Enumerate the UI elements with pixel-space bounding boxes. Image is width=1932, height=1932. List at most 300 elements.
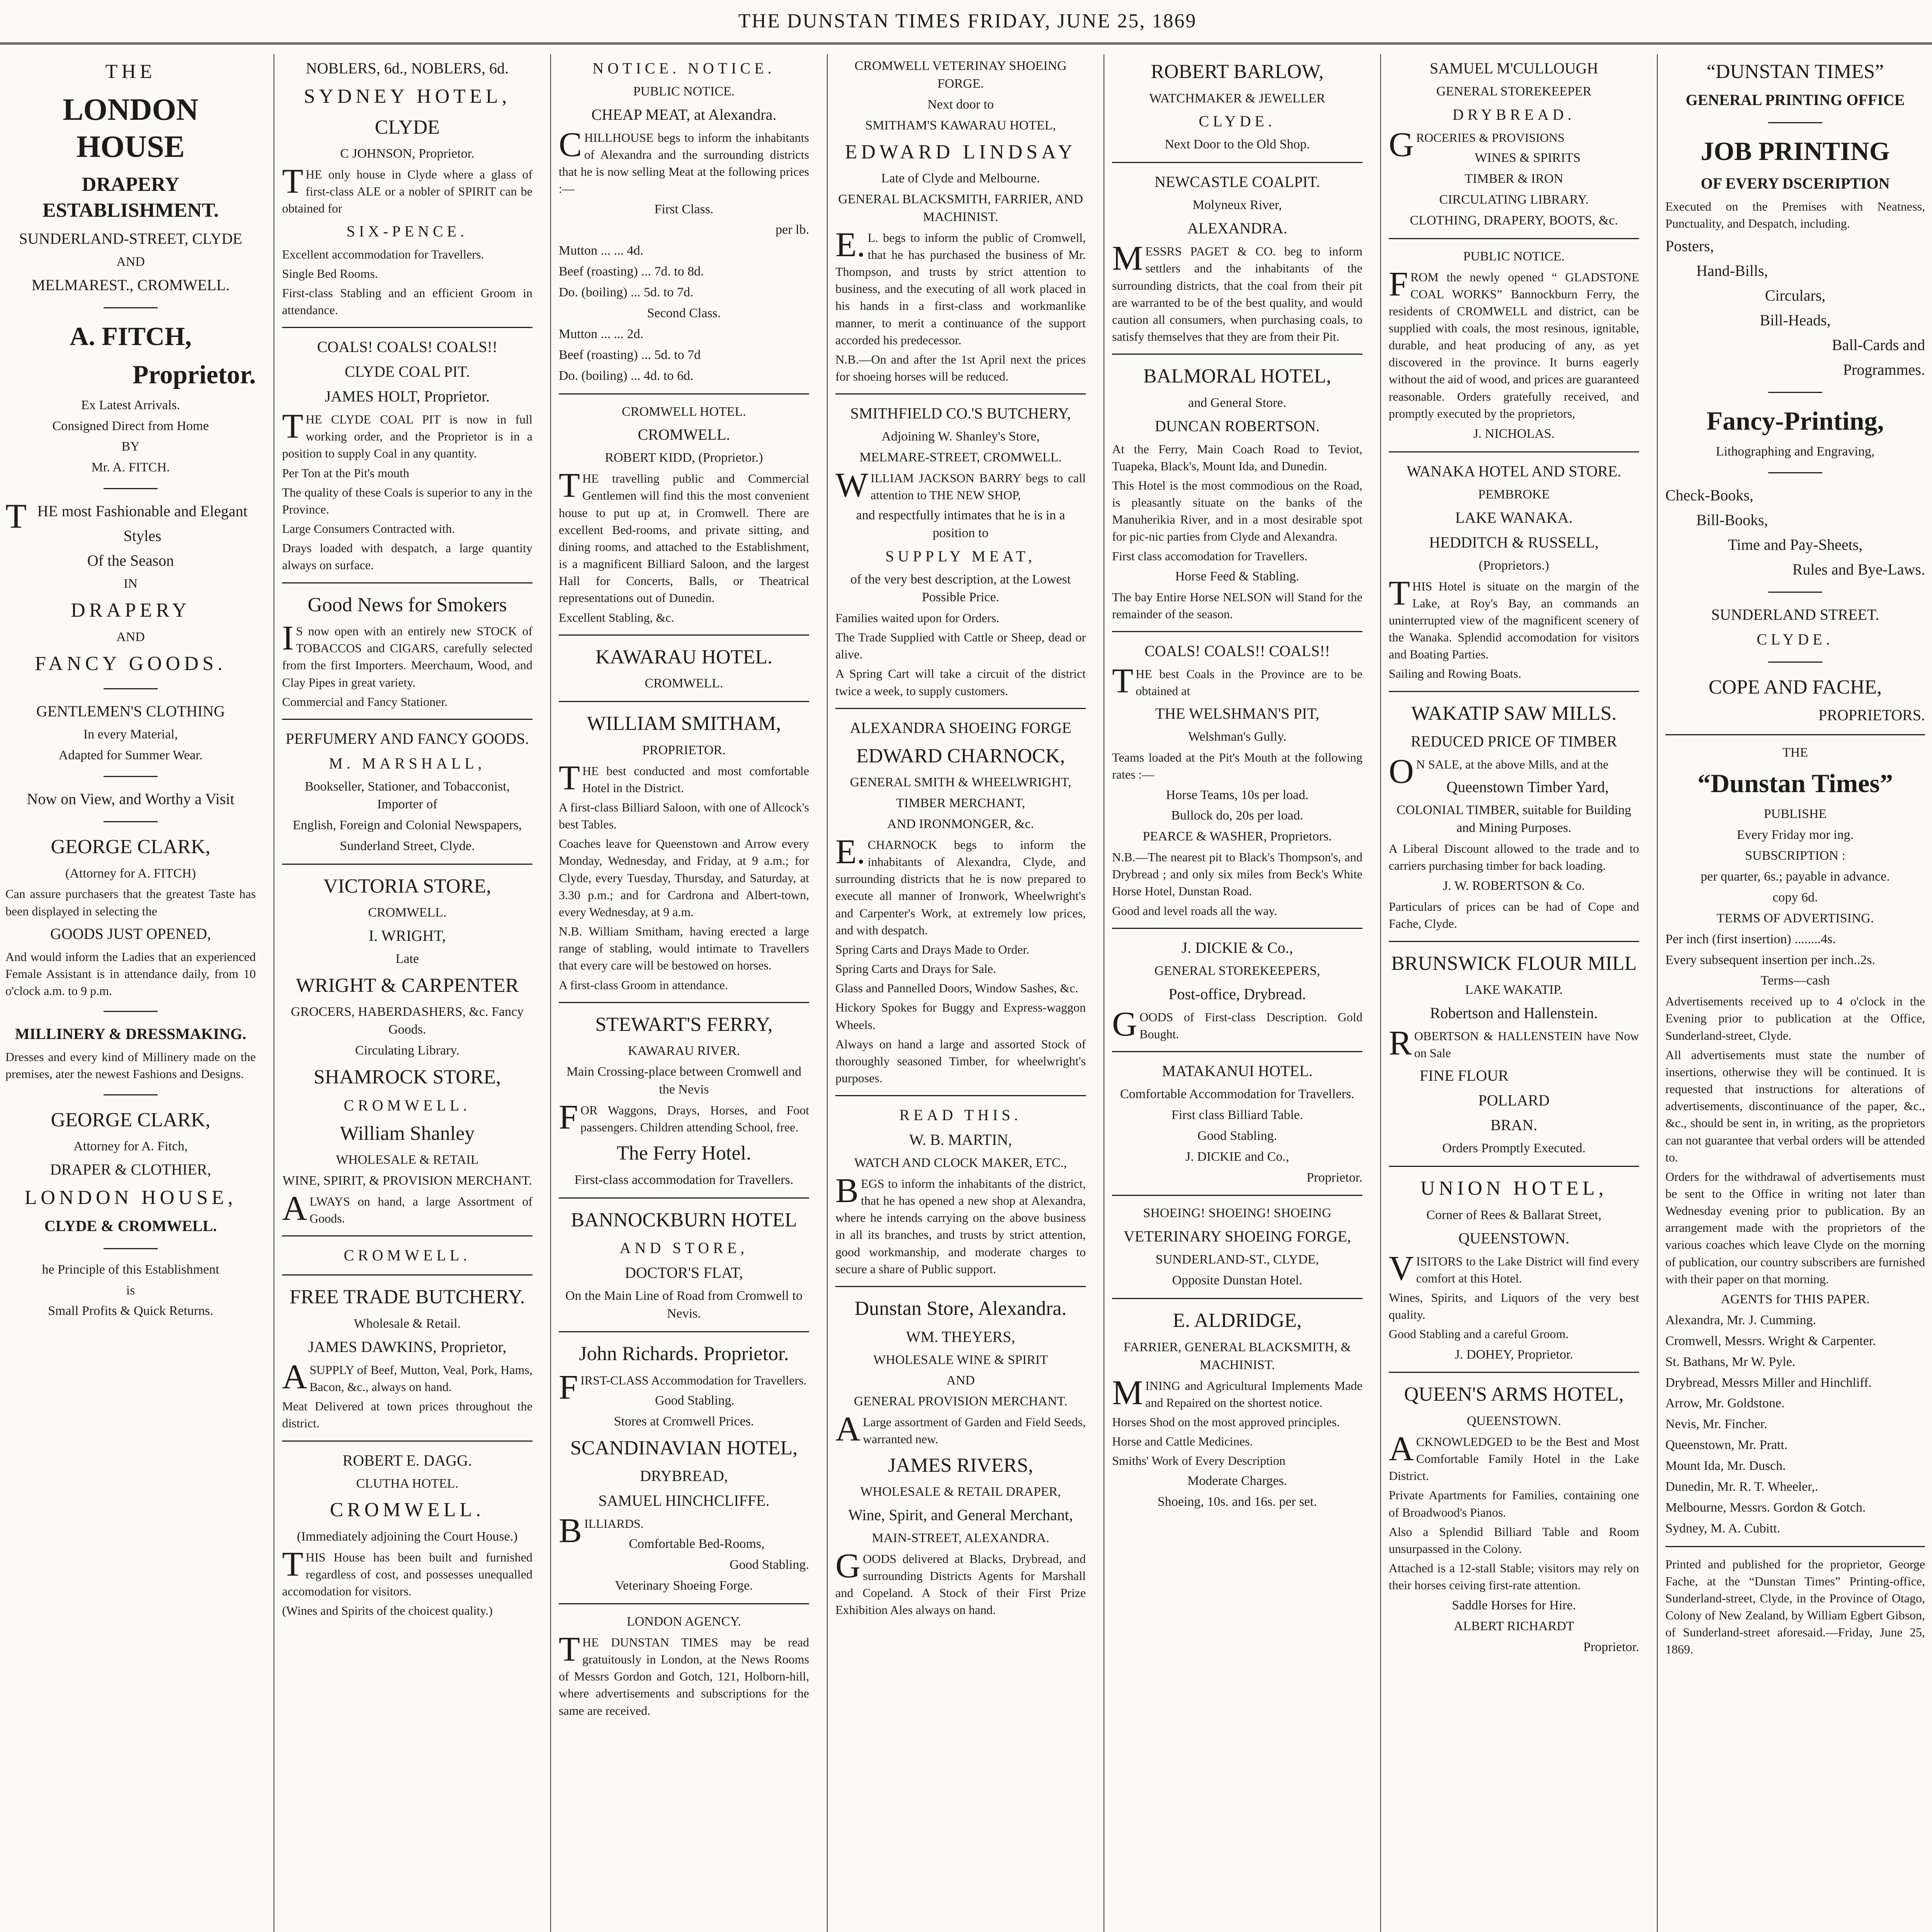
ad-text: Mount Ida, Mr. Dusch. — [1665, 1459, 1786, 1473]
ad-text: Bullock do, 20s per load. — [1171, 808, 1303, 823]
rule-divider — [1768, 122, 1822, 123]
ad-text: Comfortable Bed-Rooms, — [629, 1537, 765, 1551]
ad-text: QUEEN'S ARMS HOTEL, — [1404, 1383, 1624, 1406]
ad-text: Mr. A. FITCH. — [91, 460, 170, 475]
rule-divider — [1389, 238, 1639, 239]
rule-divider — [1389, 1372, 1639, 1373]
rule-divider — [1768, 592, 1822, 593]
ad-text: N.B. William Smitham, having erected a large range of stabling, would intimate to Travellers that every care will be bestowed on horses. — [559, 924, 809, 973]
ad-text: THIS Hotel is situate on the margin of the Lake, at Roy's Bay, an commands an uninterrupted view of the magnificent scenery of the Wanaka. Splendid accomodation for visitors and Boating Parties. — [1389, 574, 1639, 662]
ad-text: COALS! COALS!! COALS!! — [1145, 642, 1330, 660]
ad-text: STEWART'S FERRY, — [595, 1013, 773, 1036]
ad-text: First-class Stabling and an efficient Groom in attendance. — [282, 286, 532, 317]
ad-text: AND — [116, 629, 145, 644]
ad-text: J. DICKIE and Co., — [1185, 1149, 1289, 1164]
ad-text: POLLARD — [1478, 1092, 1550, 1109]
ad-text: NOTICE. NOTICE. — [592, 60, 776, 77]
ad-text: Teams loaded at the Pit's Mouth at the following rates :— — [1112, 750, 1362, 782]
ad-text: Also a Splendid Billiard Table and Room unsurpassed in the Colony. — [1389, 1524, 1639, 1556]
ad-text: WHOLESALE & RETAIL DRAPER, — [860, 1485, 1061, 1499]
ad-text: ASUPPLY of Beef, Mutton, Veal, Pork, Hams, Bacon, &c., always on hand. — [282, 1357, 532, 1396]
ad-text: Advertisements received up to 4 o'clock in the Evening prior to publication at the Office, Sunderland-street, Clyde. — [1665, 994, 1925, 1043]
rule-divider — [1389, 691, 1639, 692]
ad-text: ALEXANDRA. — [1187, 219, 1287, 237]
ad-text: Dunstan Store, Alexandra. — [854, 1297, 1067, 1320]
ad-text: Executed on the Premises with Neatness, Punctuality, and Despatch, including. — [1665, 199, 1925, 230]
ad-text: Of the Season — [87, 552, 174, 570]
ad-text: QUEENSTOWN. — [1458, 1229, 1570, 1247]
ad-text: SHOEING! SHOEING! SHOEING — [1143, 1206, 1332, 1221]
ad-text: E. ALDRIDGE, — [1173, 1310, 1302, 1332]
ad-text: The quality of these Coals is superior to any in the Province. — [282, 485, 532, 516]
ad-text: PEARCE & WASHER, Proprietors. — [1143, 829, 1332, 844]
ad-text: Do. (boiling) ... 5d. to 7d. — [559, 285, 694, 300]
ad-text: A. FITCH, — [70, 321, 192, 351]
ad-text: ALWAYS on hand, a large Assortment of Goods. — [282, 1189, 532, 1228]
ad-text: WATCHMAKER & JEWELLER — [1149, 91, 1325, 105]
ad-text: Melbourne, Messrs. Gordon & Gotch. — [1665, 1500, 1866, 1515]
ad-text: JAMES HOLT, Proprietor. — [325, 388, 490, 405]
ad-text: Terms—cash — [1760, 973, 1830, 988]
ad-text: Alexandra, Mr. J. Cumming. — [1665, 1313, 1816, 1327]
ad-text: Consigned Direct from Home — [52, 418, 209, 433]
ad-text: GENERAL STOREKEEPERS, — [1154, 963, 1320, 978]
column-6 — [1383, 54, 1645, 1932]
ad-text: COALS! COALS! COALS!! — [317, 338, 498, 356]
column-3 — [553, 54, 815, 1932]
ad-text: Late of Clyde and Melbourne. — [881, 171, 1040, 186]
ad-text: SUNDERLAND-STREET, CLYDE — [19, 230, 242, 247]
ad-text: GOODS delivered at Blacks, Drybread, and surrounding Districts Agents for Marshall and Copeland. A Stock of their First Prize Exhibition Ales always on hand. — [835, 1546, 1086, 1617]
ad-text: WHOLESALE WINE & SPIRIT — [873, 1352, 1048, 1367]
ad-text: Printed and published for the proprietor, George Fache, at the “Dunstan Times” Printing-office, Sunderland-street, Clyde, in the Province of Otago, Colony of New Zealand, by William Egbert Gibson, of Sunderland-street aforesaid.—Friday, June 25, 1869. — [1665, 1557, 1925, 1656]
ad-text: Next Door to the Old Shop. — [1165, 137, 1310, 152]
ad-text: CROMWELL. — [344, 1247, 471, 1264]
ad-text: FANCY GOODS. — [35, 652, 226, 675]
ad-text: EDWARD LINDSAY — [845, 141, 1077, 163]
ad-text: A Liberal Discount allowed to the trade and to carriers purchasing timber for back loading. — [1389, 842, 1639, 873]
ad-text: All advertisements must state the number of insertions, otherwise they will be continued. It is requested that instructions for alterations of advertisements, discontinuance of the paper, &c., &c., should be sent in, in writing, as the proprietors can not guarantee that verbal orders will be attended to. — [1665, 1048, 1925, 1164]
ad-text: DRAPERY ESTABLISHMENT. — [42, 173, 219, 222]
ad-text: CLYDE — [374, 116, 440, 138]
ad-text: Ex Latest Arrivals. — [81, 398, 180, 412]
ad-text: EDWARD CHARNOCK, — [856, 745, 1065, 767]
ad-text: Drybread, Messrs Miller and Hinchliff. — [1665, 1375, 1872, 1390]
ad-text: Private Apartments for Families, containing one of Broadwood's Pianos. — [1389, 1488, 1639, 1519]
ad-text: Second Class. — [647, 306, 721, 320]
ad-text: ROBERT KIDD, (Proprietor.) — [605, 451, 763, 465]
rule-divider — [1112, 162, 1362, 163]
ad-text: REDUCED PRICE OF TIMBER — [1411, 733, 1617, 750]
ad-text: GEORGE CLARK, — [51, 835, 211, 858]
ad-text: VICTORIA STORE, — [323, 875, 492, 897]
ad-text: Posters, — [1665, 237, 1714, 255]
ad-text: Shoeing, 10s. and 16s. per set. — [1157, 1495, 1317, 1509]
ad-text: Queenstown Timber Yard, — [1446, 778, 1609, 796]
ad-text: CROMWELL VETERINAY SHOEING FORGE. — [854, 59, 1067, 91]
ad-text: FOR Waggons, Drays, Horses, and Foot passengers. Children attending School, free. — [559, 1098, 809, 1136]
rule-divider — [835, 1286, 1086, 1287]
ad-text: (Proprietors.) — [1478, 558, 1549, 573]
ad-text: DRAPERY — [71, 599, 190, 622]
ad-text: LONDON HOUSE — [63, 92, 199, 164]
ad-text: THE CLYDE COAL PIT is now in full working order, and the Proprietor is in a position to supply Coal in any quantity. — [282, 407, 532, 461]
ad-text: JAMES DAWKINS, Proprietor, — [308, 1338, 507, 1355]
ad-text: GROCERIES & PROVISIONS — [1389, 125, 1565, 164]
ad-text: FINE FLOUR — [1420, 1067, 1509, 1085]
ad-text: MESSRS PAGET & CO. beg to inform settlers and the inhabitants of the surrounding districts, that the coal from their pit are warranted to be of the best quality, and would caution all consumers, when purchasing coals, to satisfy themselves that they are from their Pit. — [1112, 239, 1362, 344]
rule-divider — [1768, 392, 1822, 393]
ad-text: “Dunstan Times” — [1697, 769, 1893, 798]
ad-text: and respectfully intimates that he is in a position to — [856, 508, 1065, 541]
ad-text: of the very best description, at the Lowest Possible Price. — [850, 572, 1071, 604]
column-4 — [830, 54, 1091, 1932]
ad-text: TERMS OF ADVERTISING. — [1716, 911, 1874, 925]
ad-text: Attorney for A. Fitch, — [73, 1139, 188, 1154]
rule-divider — [1112, 1298, 1362, 1299]
ad-text: GENTLEMEN'S CLOTHING — [36, 702, 225, 720]
ad-text: FIRST-CLASS Accommodation for Travellers. — [559, 1368, 807, 1406]
rule-divider — [559, 1331, 809, 1332]
rule-divider — [1768, 662, 1822, 663]
ad-text: ROBERT E. DAGG. — [342, 1451, 472, 1469]
ad-text: AND STORE, — [619, 1239, 748, 1257]
ad-text: BANNOCKBURN HOTEL — [571, 1209, 797, 1231]
ad-text: Welshman's Gully. — [1188, 730, 1287, 744]
ad-text: Circulars, — [1765, 286, 1826, 304]
ad-text: SUPPLY MEAT, — [885, 548, 1036, 565]
ad-text: PROPRIETOR. — [642, 743, 726, 757]
ad-text: Commercial and Fancy Stationer. — [282, 694, 448, 709]
ad-text: AND IRONMONGER, &c. — [887, 817, 1034, 832]
ad-text: C JOHNSON, Proprietor. — [340, 146, 474, 161]
ad-text: Cromwell, Messrs. Wright & Carpenter. — [1665, 1333, 1876, 1348]
ad-text: Molyneux River, — [1192, 198, 1282, 213]
ad-text: Dresses and every kind of Millinery made on the premises, ater the newest Fashions and Designs. — [5, 1050, 256, 1081]
ad-text: per lb. — [776, 223, 809, 237]
ad-text: SHAMROCK STORE, — [313, 1066, 501, 1088]
ad-text: CLYDE. — [1199, 112, 1276, 130]
rule-divider — [1768, 472, 1822, 473]
rule-divider — [104, 1248, 158, 1249]
ad-text: Per inch (first insertion) ........4s. — [1665, 932, 1836, 946]
ad-text: GENERAL PROVISION MERCHANT. — [854, 1394, 1068, 1409]
ad-text: DOCTOR'S FLAT, — [625, 1264, 743, 1282]
rule-divider — [559, 1603, 809, 1604]
ad-text: (Immediately adjoining the Court House.) — [297, 1529, 518, 1544]
ad-text: Styles — [123, 527, 162, 545]
ad-text: CLYDE COAL PIT. — [345, 363, 470, 381]
ad-text: Bill-Heads, — [1760, 311, 1831, 329]
ad-text: ALBERT RICHARDT — [1454, 1619, 1574, 1634]
ad-text: FROM the newly opened “ GLADSTONE COAL WORKS” Bannockburn Ferry, the residents of CROMWELL and district, can be supplied with coals, the most resinous, ignitable, durable, and heat producing of any, as yet discovered in the province. It burns eagerly without the aid of wood, and prices are guaranteed reasonable. Orders gratefully received, and promptly executed by the proprietors, — [1389, 265, 1639, 420]
ad-text: Rules and Bye-Laws. — [1792, 560, 1925, 578]
ad-text: CROMWELL. — [638, 426, 730, 444]
ad-text: Arrow, Mr. Goldstone. — [1665, 1396, 1785, 1411]
ad-text: At the Ferry, Main Coach Road to Teviot, Tuapeka, Black's, Mount Ida, and Dunedin. — [1112, 442, 1362, 473]
ad-text: THE only house in Clyde where a glass of first-class ALE or a nobler of SPIRIT can be obtained for — [282, 162, 532, 216]
ad-text: Stores at Cromwell Prices. — [614, 1414, 754, 1429]
rule-divider — [559, 701, 809, 702]
ad-text: COPE AND FACHE, — [1708, 676, 1882, 698]
ad-text: The Trade Supplied with Cattle or Sheep, dead or alive. — [835, 630, 1086, 662]
column-7 — [1660, 54, 1930, 1932]
ad-text: ROBERTSON & HALLENSTEIN have Now on Sale — [1389, 1024, 1639, 1063]
ad-text: MELMARE-STREET, CROMWELL. — [859, 450, 1062, 465]
ad-text: Sailing and Rowing Boats. — [1389, 667, 1522, 681]
masthead: THE DUNSTAN TIMES FRIDAY, JUNE 25, 1869 — [0, 0, 1932, 44]
ad-text: PUBLISHE — [1764, 807, 1827, 821]
ad-text: Smiths' Work of Every Description — [1112, 1454, 1286, 1468]
rule-divider — [559, 634, 809, 636]
ad-text: BRAN. — [1490, 1116, 1537, 1134]
rule-divider — [835, 1095, 1086, 1096]
ad-text: TIMBER & IRON — [1464, 171, 1563, 186]
ad-text: Time and Pay-Sheets, — [1728, 536, 1863, 553]
rule-divider — [104, 307, 158, 308]
ad-text: Every subsequent insertion per inch..2s. — [1665, 952, 1875, 967]
ad-text: Now on View, and Worthy a Visit — [27, 790, 235, 808]
ad-text: per quarter, 6s.; payable in advance. — [1701, 869, 1890, 884]
ad-text: CLYDE. — [1757, 630, 1834, 648]
ad-text: J. DICKIE & Co., — [1181, 939, 1293, 956]
ad-text: Attached is a 12-stall Stable; visitors may rely on their horses ceiving first-rate attention. — [1389, 1561, 1639, 1592]
ad-text: Fancy-Printing, — [1706, 406, 1884, 435]
ad-text: Families waited upon for Orders. — [835, 611, 999, 625]
ad-text: JOB PRINTING — [1701, 136, 1890, 166]
ad-text: MELMAREST., CROMWELL. — [31, 276, 230, 294]
rule-divider — [282, 327, 532, 328]
ad-text: Circulating Library. — [355, 1043, 459, 1058]
ad-text: Proprietor. — [1306, 1170, 1362, 1185]
ad-text: WINE, SPIRIT, & PROVISION MERCHANT. — [282, 1173, 532, 1188]
ad-text: SMITHAM'S KAWARAU HOTEL, — [865, 118, 1056, 133]
ad-text: THE most Fashionable and Elegant — [5, 497, 248, 536]
ad-text: Post-office, Drybread. — [1168, 985, 1306, 1003]
ad-text: Hand-Bills, — [1696, 262, 1768, 279]
ad-text: N.B.—On and after the 1st April next the prices for shoeing horses will be reduced. — [835, 352, 1086, 384]
ad-text: Good News for Smokers — [308, 594, 507, 616]
ad-text: CROMWELL. — [330, 1499, 485, 1521]
ad-text: Moderate Charges. — [1187, 1474, 1287, 1488]
ad-text: Lithographing and Engraving, — [1716, 444, 1875, 459]
rule-divider — [282, 864, 532, 865]
ad-text: ON SALE, at the above Mills, and at the — [1389, 752, 1609, 791]
ad-text: GOODS of First-class Description. Gold Bought. — [1112, 1005, 1362, 1043]
ad-text: GROCERS, HABERDASHERS, &c. Fancy Goods. — [291, 1005, 524, 1037]
ad-text: OF EVERY DSCERIPTION — [1701, 174, 1890, 192]
ad-text: ALEXANDRA SHOEING FORGE — [850, 719, 1071, 736]
rule-divider — [104, 776, 158, 777]
ad-text: Next door to — [927, 97, 994, 112]
ad-text: Adjoining W. Shanley's Store, — [881, 429, 1040, 444]
rule-divider — [282, 1440, 532, 1442]
rule-divider — [1112, 1195, 1362, 1196]
ad-text: SMITHFIELD CO.'S BUTCHERY, — [850, 405, 1071, 422]
ad-text: Good Stabling. — [730, 1558, 809, 1572]
ad-text: Per Ton at the Pit's mouth — [282, 466, 410, 480]
ad-text: AGENTS for THIS PAPER. — [1721, 1292, 1870, 1306]
ad-text: CROMWELL. — [645, 676, 723, 691]
ad-text: CROMWELL. — [344, 1096, 471, 1114]
ad-text: Orders Promptly Executed. — [1442, 1141, 1586, 1156]
ad-text: Every Friday mor ing. — [1736, 828, 1854, 842]
ad-text: Robertson and Hallenstein. — [1430, 1004, 1598, 1022]
ad-text: Nevis, Mr. Fincher. — [1665, 1417, 1767, 1432]
ad-text: BEGS to inform the inhabitants of the district, that he has opened a new shop at Alexandra, where he intends carrying on the above business in all its branches, and trusts by strict attention, good workmanship, and moderate charges to secure a share of Public support. — [835, 1172, 1086, 1276]
rule-divider — [104, 1011, 158, 1012]
ad-text: N.B.—The nearest pit to Black's Thompson's, and Drybread ; and only six miles from Beck's White Horse Hotel, Dunstan Road. — [1112, 850, 1362, 898]
ad-text: Can assure purchasers that the greatest Taste has been displayed in selecting the — [5, 887, 256, 918]
ad-text: DUNCAN ROBERTSON. — [1155, 417, 1320, 435]
ad-text: VETERINARY SHOEING FORGE, — [1123, 1228, 1351, 1245]
ad-text: UNION HOTEL, — [1420, 1177, 1607, 1200]
ad-text: THE best conducted and most comfortable Hotel in the District. — [559, 759, 809, 797]
ad-text: WM. THEYERS, — [906, 1328, 1015, 1345]
ad-text: CLOTHING, DRAPERY, BOOTS, &c. — [1410, 213, 1618, 228]
ad-text: Good Stabling. — [655, 1393, 735, 1408]
ad-text: GEORGE CLARK, — [51, 1109, 211, 1131]
ad-text: PUBLIC NOTICE. — [1463, 249, 1565, 264]
ad-text: (Attorney for A. FITCH) — [65, 866, 196, 881]
ad-text: W. B. MARTIN, — [909, 1131, 1012, 1149]
ad-text: SIX-PENCE. — [346, 222, 468, 240]
ad-text: Small Profits & Quick Returns. — [48, 1304, 213, 1318]
rule-divider — [104, 488, 158, 489]
rule-divider — [282, 1235, 532, 1236]
rule-divider — [282, 582, 532, 583]
ad-text: PUBLIC NOTICE. — [633, 84, 735, 99]
ad-text: WAKATIP SAW MILLS. — [1411, 702, 1617, 724]
column-1 — [0, 54, 261, 1932]
ad-text: Main Crossing-place between Cromwell and the Nevis — [566, 1065, 802, 1097]
ad-text: NEWCASTLE COALPIT. — [1154, 173, 1320, 191]
ad-text: LONDON AGENCY. — [627, 1614, 741, 1629]
ad-text: copy 6d. — [1772, 890, 1818, 905]
ad-text: COLONIAL TIMBER, suitable for Building and Mining Purposes. — [1396, 803, 1631, 835]
ad-text: Meat Delivered at town prices throughout the district. — [282, 1399, 532, 1430]
ad-text: (Wines and Spirits of the choicest quality.) — [282, 1604, 493, 1618]
ad-text: WRIGHT & CARPENTER — [296, 974, 519, 997]
ad-text: Horse Feed & Stabling. — [1175, 569, 1299, 583]
ad-text: SUBSCRIPTION : — [1745, 849, 1845, 863]
ad-text: READ THIS. — [899, 1106, 1022, 1124]
rule-divider — [1112, 1051, 1362, 1052]
ad-text: Proprietor. — [1583, 1640, 1639, 1655]
ad-text: Single Bed Rooms. — [282, 266, 378, 281]
column-2 — [277, 54, 538, 1932]
ad-text: A first-class Groom in attendance. — [559, 978, 728, 992]
ad-text: Always on hand a large and assorted Stock of thoroughly seasoned Timber, for wheelwright's purposes. — [835, 1037, 1086, 1085]
ad-text: Sunderland Street, Clyde. — [340, 838, 475, 853]
ad-text: THE WELSHMAN'S PIT, — [1155, 705, 1320, 723]
ad-text: Drays loaded with despatch, a large quantity always on surface. — [282, 541, 532, 572]
rule-divider — [1389, 451, 1639, 452]
rule-divider — [1389, 941, 1639, 942]
ad-text: M. MARSHALL, — [329, 754, 486, 772]
ad-text: Horse Teams, 10s per load. — [1166, 787, 1309, 802]
ad-text: VISITORS to the Lake District will find every comfort at this Hotel. — [1389, 1249, 1639, 1287]
column-divider — [550, 54, 551, 1932]
ad-text: A first-class Billiard Saloon, with one of Allcock's best Tables. — [559, 800, 809, 832]
ad-text: CLYDE & CROMWELL. — [44, 1217, 217, 1235]
rule-divider — [1112, 928, 1362, 929]
ad-text: PERFUMERY AND FANCY GOODS. — [286, 730, 529, 747]
ad-text: WHOLESALE & RETAIL — [336, 1153, 479, 1167]
ad-text: DRAPER & CLOTHIER, — [50, 1161, 211, 1179]
ad-text: GENERAL PRINTING OFFICE — [1685, 91, 1905, 109]
ad-text: MINING and Agricultural Implements Made and Repaired on the shortest notice. — [1112, 1373, 1362, 1412]
ad-text: JAMES RIVERS, — [888, 1454, 1033, 1476]
ad-text: FREE TRADE BUTCHERY. — [289, 1286, 525, 1308]
ad-text: Spring Carts and Drays Made to Order. — [835, 942, 1030, 956]
ad-text: THE best Coals in the Province are to be obtained at — [1112, 662, 1362, 700]
ad-text: IN — [124, 577, 138, 591]
ad-text: SAMUEL HINCHCLIFFE. — [598, 1492, 770, 1510]
ad-text: J. NICHOLAS. — [1473, 426, 1555, 441]
ad-text: Queenstown, Mr. Pratt. — [1665, 1438, 1788, 1452]
ad-text: WATCH AND CLOCK MAKER, ETC., — [854, 1156, 1067, 1170]
ad-text: Saddle Horses for Hire. — [1452, 1598, 1576, 1613]
ad-text: Orders for the withdrawal of advertisements must be sent to the Office in writing not later than Wednesday evening prior to publication. By an arrangement made with the proprietors of the various coaches which leave Clyde on the morning of publication, our country subscribers are furnished with their paper on that morning. — [1665, 1169, 1925, 1286]
rule-divider — [1112, 631, 1362, 632]
ad-text: GENERAL SMITH & WHEELWRIGHT, — [850, 775, 1071, 790]
ad-text: LONDON HOUSE, — [24, 1187, 237, 1209]
ad-text: MAIN-STREET, ALEXANDRA. — [872, 1531, 1049, 1546]
ad-text: J. DOHEY, Proprietor. — [1454, 1347, 1573, 1362]
rule-divider — [1389, 1166, 1639, 1167]
ad-text: Opposite Dunstan Hotel. — [1172, 1273, 1303, 1288]
ad-text: Beef (roasting) ... 7d. to 8d. — [559, 264, 704, 279]
rule-divider — [282, 1274, 532, 1276]
ad-text: Programmes. — [1843, 361, 1925, 378]
ad-text: First class accomodation for Travellers. — [1112, 549, 1308, 563]
rule-divider — [104, 688, 158, 689]
column-divider — [1657, 54, 1658, 1932]
ad-text: Coaches leave for Queenstown and Arrow every Monday, Wednesday, and Friday, at 9 a.m.; for Clyde, every Tuesday, Thursday, and Saturday, at 3.30 p.m.; and for Cardrona and Albert-town, every Wednesday, at 9 a.m. — [559, 837, 809, 919]
ad-text: ALarge assortment of Garden and Field Seeds, warranted new. — [835, 1410, 1086, 1449]
ad-text: IS now open with an entirely new STOCK of TOBACCOS and CIGARS, carefully selected from the first Importers. Meerchaum, Wood, and Clay Pipes in great variety. — [282, 619, 532, 689]
rule-divider — [559, 393, 809, 395]
rule-divider — [1665, 734, 1925, 735]
ad-text: First class Billiard Table. — [1171, 1107, 1303, 1122]
ad-text: he Principle of this Establishment — [42, 1262, 219, 1277]
ad-text: Hickory Spokes for Buggy and Express-waggon Wheels. — [835, 1000, 1086, 1032]
rule-divider — [835, 393, 1086, 395]
ad-text: BRUNSWICK FLOUR MILL — [1391, 952, 1637, 975]
ad-text: THIS House has been built and furnished regardless of cost, and possesses unequalled accomodation for visitors. — [282, 1545, 532, 1599]
rule-divider — [1112, 354, 1362, 355]
column-divider — [827, 54, 828, 1932]
ad-text: CROMWELL HOTEL. — [622, 404, 746, 419]
ad-text: NOBLERS, 6d., NOBLERS, 6d. — [306, 60, 509, 77]
rule-divider — [559, 1197, 809, 1199]
ad-text: Wines, Spirits, and Liquors of the very best quality. — [1389, 1291, 1639, 1322]
ad-text: A Spring Cart will take a circuit of the district twice a week, to supply customers. — [835, 667, 1086, 698]
rule-divider — [282, 719, 532, 720]
ad-text: THE DUNSTAN TIMES may be read gratuitously in London, at the News Rooms of Messrs Gordon and Gotch, 121, Holborn-hill, where advertisements and subscriptions for the same are received. — [559, 1630, 809, 1718]
ad-text: Excellent Stabling, &c. — [559, 610, 674, 624]
ad-text: SCANDINAVIAN HOTEL, — [570, 1437, 798, 1459]
ad-text: WILLIAM JACKSON BARRY begs to call attention to THE NEW SHOP, — [835, 466, 1086, 505]
ad-text: BALMORAL HOTEL, — [1143, 365, 1332, 388]
ad-text: Bill-Books, — [1696, 511, 1768, 529]
ad-text: SUNDERLAND-ST., CLYDE, — [1155, 1252, 1319, 1267]
ad-text: Late — [395, 952, 419, 966]
ad-text: The bay Entire Horse NELSON will Stand for the remainder of the season. — [1112, 590, 1362, 621]
ad-text: St. Bathans, Mr W. Pyle. — [1665, 1354, 1796, 1369]
ad-text: Large Consumers Contracted with. — [282, 522, 455, 536]
